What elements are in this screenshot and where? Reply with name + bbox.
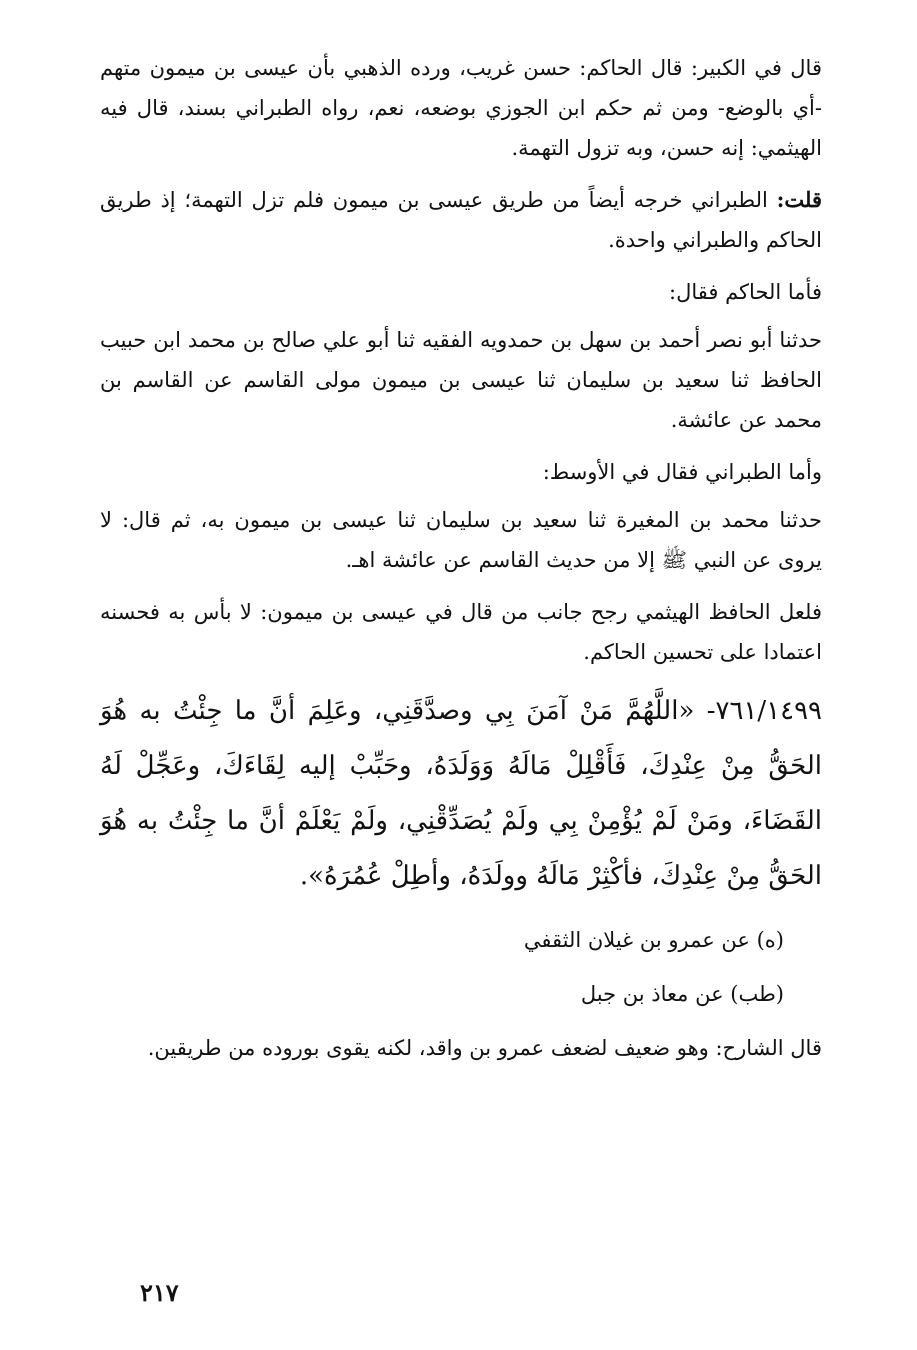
paragraph-hakim-heading: فأما الحاكم فقال: (669, 280, 822, 304)
page-body (100, 48, 822, 1080)
paragraph-tabarani-isnad: حدثنا محمد بن المغيرة ثنا سعيد بن سليمان ثنا عيسى بن ميمون به، ثم قال: لا يروى عن النبي ﷺ إلا من حديث القاسم عن عائشة اهـ. (100, 508, 822, 572)
hadith-number: ٧٦١/١٤٩٩- (706, 696, 823, 726)
qultu-label: قلت: (776, 187, 822, 212)
qultu-text: الطبراني خرجه أيضاً من طريق عيسى بن ميمون فلم تزل التهمة؛ إذ طريق الحاكم والطبراني واحدة. (100, 188, 822, 252)
hadith-text: «اللَّهُمَّ مَنْ آمَنَ بِي وصدَّقَنِي، وعَلِمَ أنَّ ما جِئْتُ به هُوَ الحَقُّ مِنْ عِنْدِكَ، فَأَقْلِلْ مَالَهُ وَوَلَدَهُ، وحَبِّبْ إليه لِقَاءَكَ، وعَجِّلْ لَهُ القَضَاءَ، ومَنْ لَمْ يُؤْمِنْ بِي ولَمْ يُصَدِّقْنِي، ولَمْ يَعْلَمْ أنَّ ما جِئْتُ به هُوَ الحَقُّ مِنْ عِنْدِكَ، فأكْثِرْ مَالَهُ وولَدَهُ، وأطِلْ عُمُرَهُ». (100, 696, 822, 891)
hadith-entry (100, 684, 822, 904)
paragraph-hakim-isnad: حدثنا أبو نصر أحمد بن سهل بن حمدويه الفقيه ثنا أبو علي صالح بن محمد ابن حبيب الحافظ ثنا سعيد بن سليمان ثنا عيسى بن ميمون مولى القاسم عن القاسم بن محمد عن عائشة. (100, 328, 822, 432)
paragraph-qultu (100, 180, 822, 260)
paragraph-haythami-note: فلعل الحافظ الهيثمي رجح جانب من قال في عيسى بن ميمون: لا بأس به فحسنه اعتمادا على تحسين الحاكم. (100, 600, 822, 664)
paragraph-kabir-note: قال في الكبير: قال الحاكم: حسن غريب، ورده الذهبي بأن عيسى بن ميمون متهم -أي بالوضع- ومن ثم حكم ابن الجوزي بوضعه، نعم، رواه الطبراني بسند، قال فيه الهيثمي: إنه حسن، وبه تزول التهمة. (100, 56, 822, 160)
hadith-source-ibn-majah: (ه) عن عمرو بن غيلان الثقفي (523, 928, 784, 952)
page-number: ٢١٧ (140, 1278, 179, 1307)
hadith-source-tabarani: (طب) عن معاذ بن جبل (580, 982, 784, 1006)
paragraph-commentary: قال الشارح: وهو ضعيف لضعف عمرو بن واقد، لكنه يقوى بوروده من طريقين. (147, 1036, 822, 1060)
paragraph-tabarani-heading: وأما الطبراني فقال في الأوسط: (542, 460, 822, 484)
